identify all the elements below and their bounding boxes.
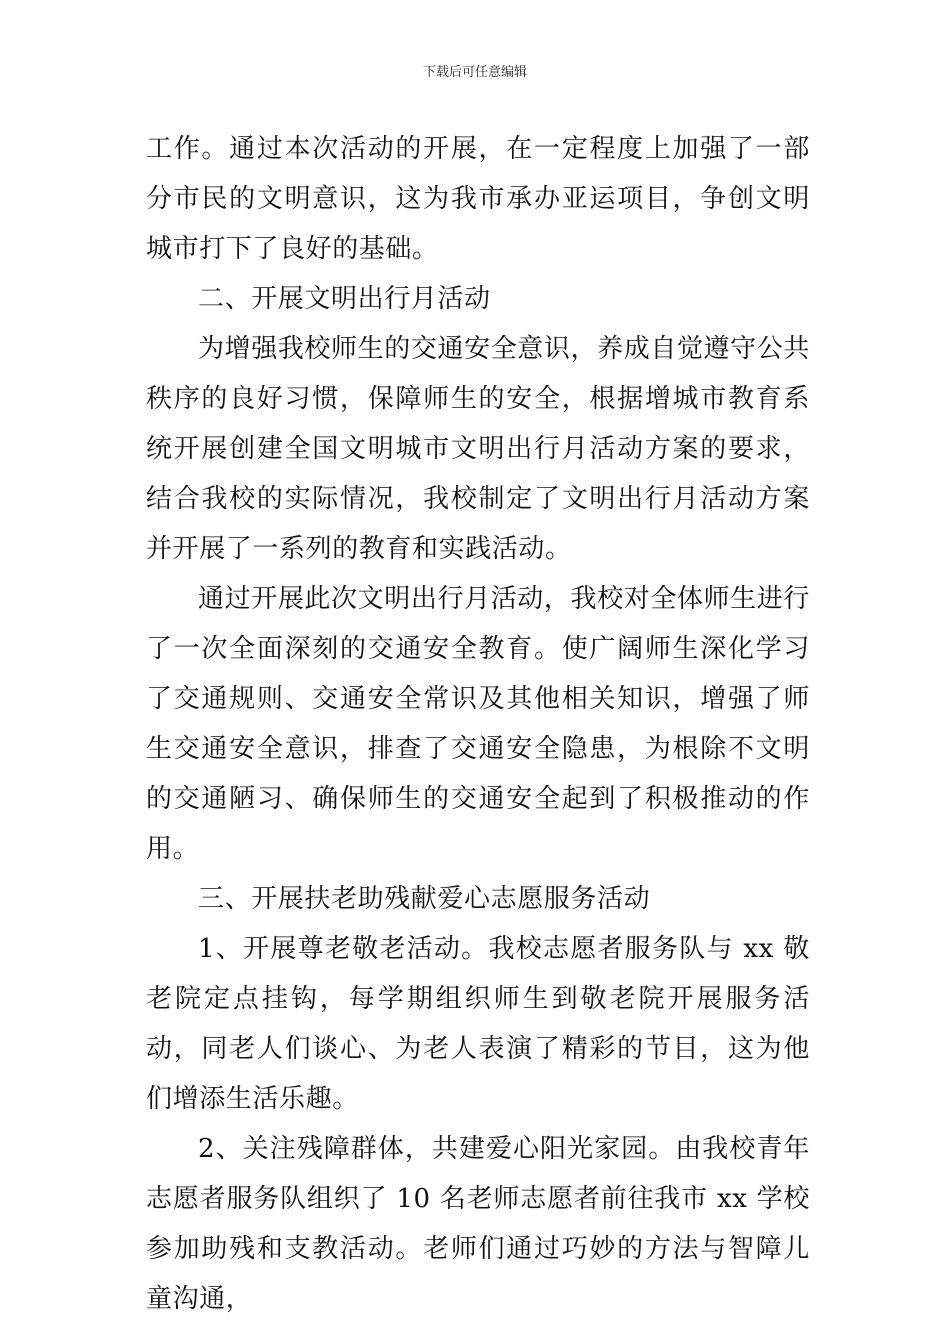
paragraph-1: 工作。通过本次活动的开展，在一定程度上加强了一部分市民的文明意识，这为我市承办亚运项目，争创文明城市打下了良好的基础。 [146, 134, 810, 264]
document-body [146, 124, 810, 1324]
page-header-note: 下载后可任意编辑 [422, 65, 527, 80]
paragraph-7: 2、关注残障群体，共建爱心阳光家园。由我校青年志愿者服务队组织了 10 名老师志愿者前往我市 xx 学校参加助残和支教活动。老师们通过巧妙的方法与智障儿童沟通， [146, 1134, 810, 1314]
paragraph-4: 通过开展此次文明出行月活动，我校对全体师生进行了一次全面深刻的交通安全教育。使广阔师生深化学习了交通规则、交通安全常识及其他相关知识，增强了师生交通安全意识，排查了交通安全隐患，为根除不文明的交通陋习、确保师生的交通安全起到了积极推动的作用。 [146, 584, 810, 864]
section-heading-3: 三、开展扶老助残献爱心志愿服务活动 [198, 884, 651, 914]
section-heading-2: 二、开展文明出行月活动 [198, 284, 491, 314]
paragraph-6: 1、开展尊老敬老活动。我校志愿者服务队与 xx 敬老院定点挂钩，每学期组织师生到敬老院开展服务活动，同老人们谈心、为老人表演了精彩的节目，这为他们增添生活乐趣。 [146, 934, 810, 1114]
paragraph-3: 为增强我校师生的交通安全意识，养成自觉遵守公共秩序的良好习惯，保障师生的安全，根据增城市教育系统开展创建全国文明城市文明出行月活动方案的要求，结合我校的实际情况，我校制定了文明出行月活动方案并开展了一系列的教育和实践活动。 [146, 334, 810, 564]
